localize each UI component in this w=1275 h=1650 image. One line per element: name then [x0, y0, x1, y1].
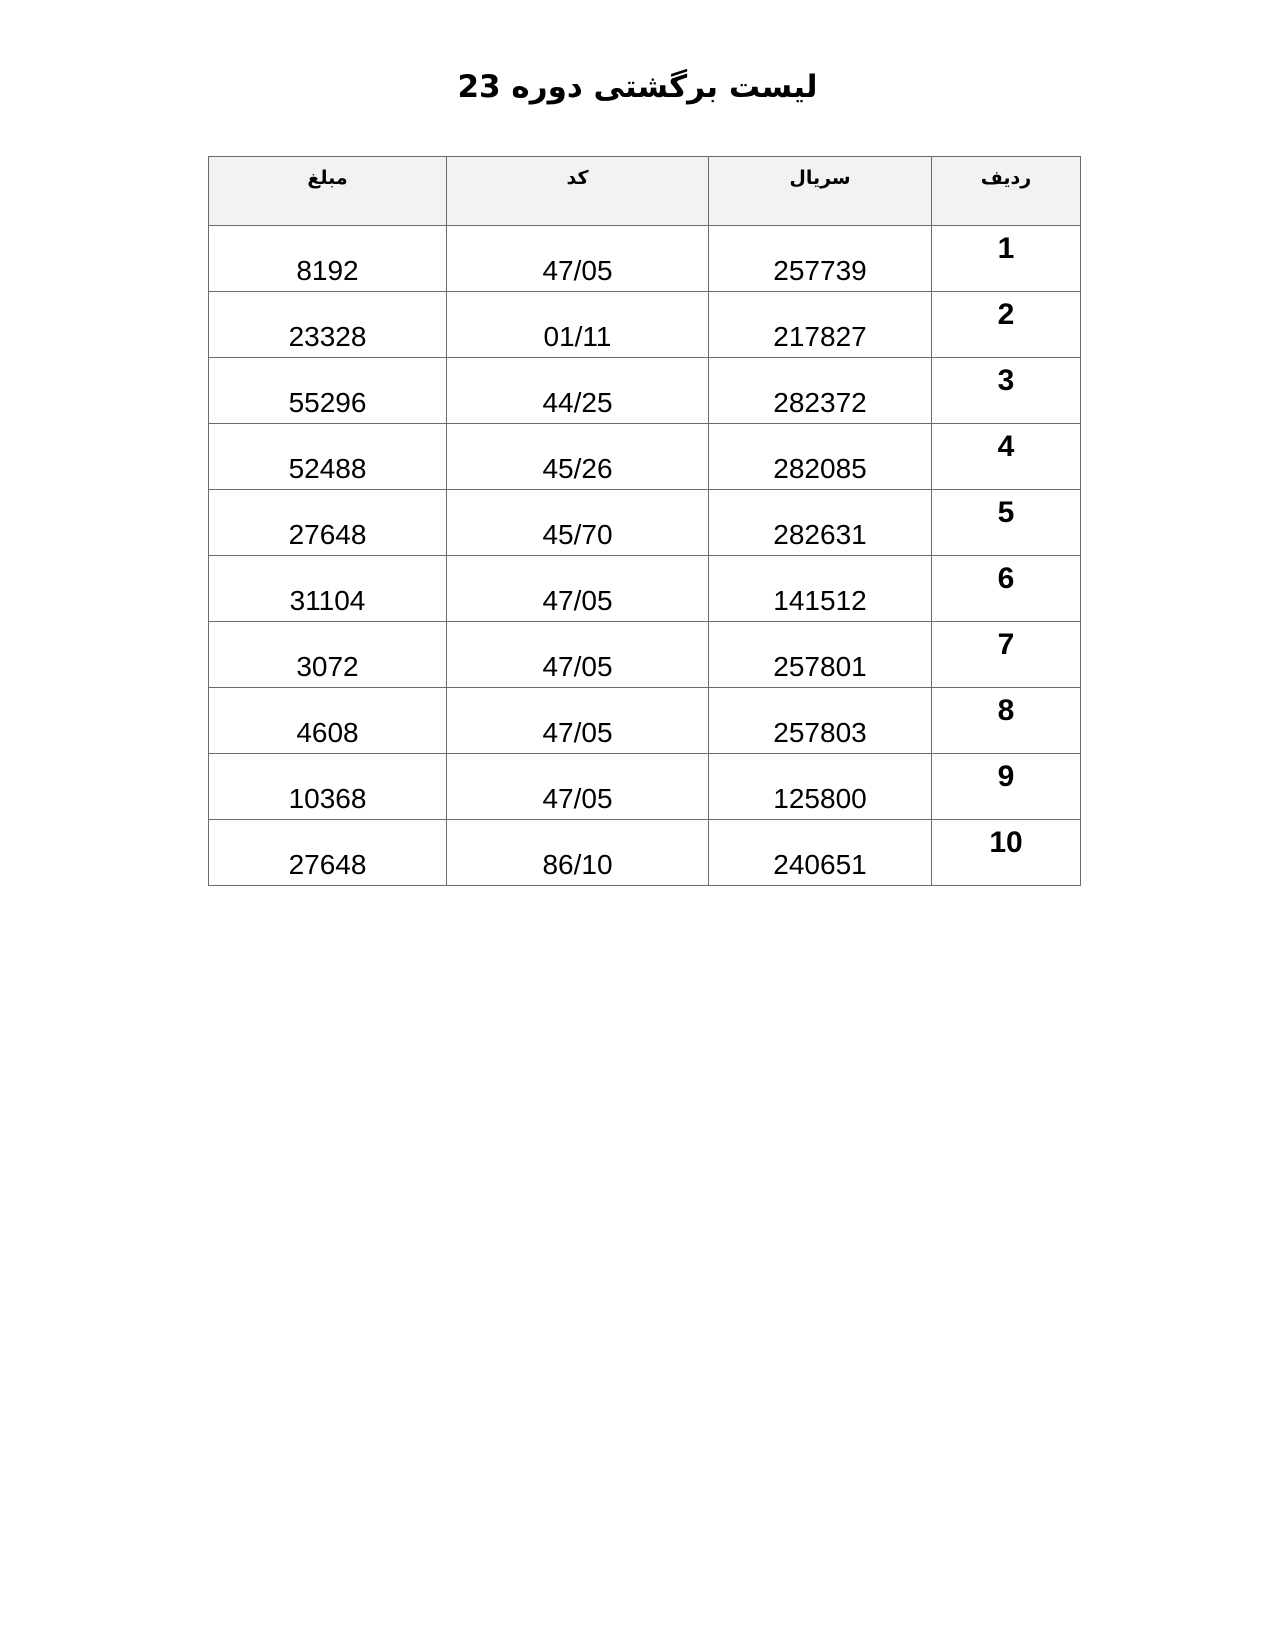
table-row: [209, 556, 1081, 622]
code-cell: 45/70: [447, 490, 709, 556]
table-row: [209, 688, 1081, 754]
code-cell: 01/11: [447, 292, 709, 358]
serial-cell: 141512: [709, 556, 932, 622]
header-row-number: ردیف: [932, 157, 1081, 226]
table-header-row: [209, 157, 1081, 226]
row-number-cell: 3: [932, 358, 1081, 424]
code-cell: 45/26: [447, 424, 709, 490]
returns-table: [208, 156, 1081, 886]
code-cell: 44/25: [447, 358, 709, 424]
code-cell: 47/05: [447, 226, 709, 292]
amount-cell: 27648: [209, 820, 447, 886]
amount-cell: 31104: [209, 556, 447, 622]
row-number-cell: 8: [932, 688, 1081, 754]
row-number-cell: 5: [932, 490, 1081, 556]
code-cell: 47/05: [447, 556, 709, 622]
amount-cell: 23328: [209, 292, 447, 358]
row-number-cell: 10: [932, 820, 1081, 886]
table-row: [209, 754, 1081, 820]
row-number-cell: 1: [932, 226, 1081, 292]
serial-cell: 257739: [709, 226, 932, 292]
code-cell: 47/05: [447, 622, 709, 688]
serial-cell: 217827: [709, 292, 932, 358]
amount-cell: 4608: [209, 688, 447, 754]
table-row: [209, 226, 1081, 292]
header-code: کد: [447, 157, 709, 226]
serial-cell: 282631: [709, 490, 932, 556]
serial-cell: 240651: [709, 820, 932, 886]
table-row: [209, 292, 1081, 358]
row-number-cell: 7: [932, 622, 1081, 688]
table-row: [209, 820, 1081, 886]
serial-cell: 125800: [709, 754, 932, 820]
serial-cell: 282085: [709, 424, 932, 490]
serial-cell: 282372: [709, 358, 932, 424]
amount-cell: 52488: [209, 424, 447, 490]
row-number-cell: 9: [932, 754, 1081, 820]
amount-cell: 3072: [209, 622, 447, 688]
amount-cell: 27648: [209, 490, 447, 556]
header-serial: سریال: [709, 157, 932, 226]
serial-cell: 257801: [709, 622, 932, 688]
table-row: [209, 358, 1081, 424]
table-row: [209, 490, 1081, 556]
code-cell: 86/10: [447, 820, 709, 886]
table-row: [209, 424, 1081, 490]
page-title: لیست برگشتی دوره 23: [457, 69, 818, 105]
header-amount: مبلغ: [209, 157, 447, 226]
code-cell: 47/05: [447, 688, 709, 754]
serial-cell: 257803: [709, 688, 932, 754]
amount-cell: 55296: [209, 358, 447, 424]
row-number-cell: 4: [932, 424, 1081, 490]
row-number-cell: 6: [932, 556, 1081, 622]
amount-cell: 10368: [209, 754, 447, 820]
code-cell: 47/05: [447, 754, 709, 820]
table-row: [209, 622, 1081, 688]
amount-cell: 8192: [209, 226, 447, 292]
row-number-cell: 2: [932, 292, 1081, 358]
